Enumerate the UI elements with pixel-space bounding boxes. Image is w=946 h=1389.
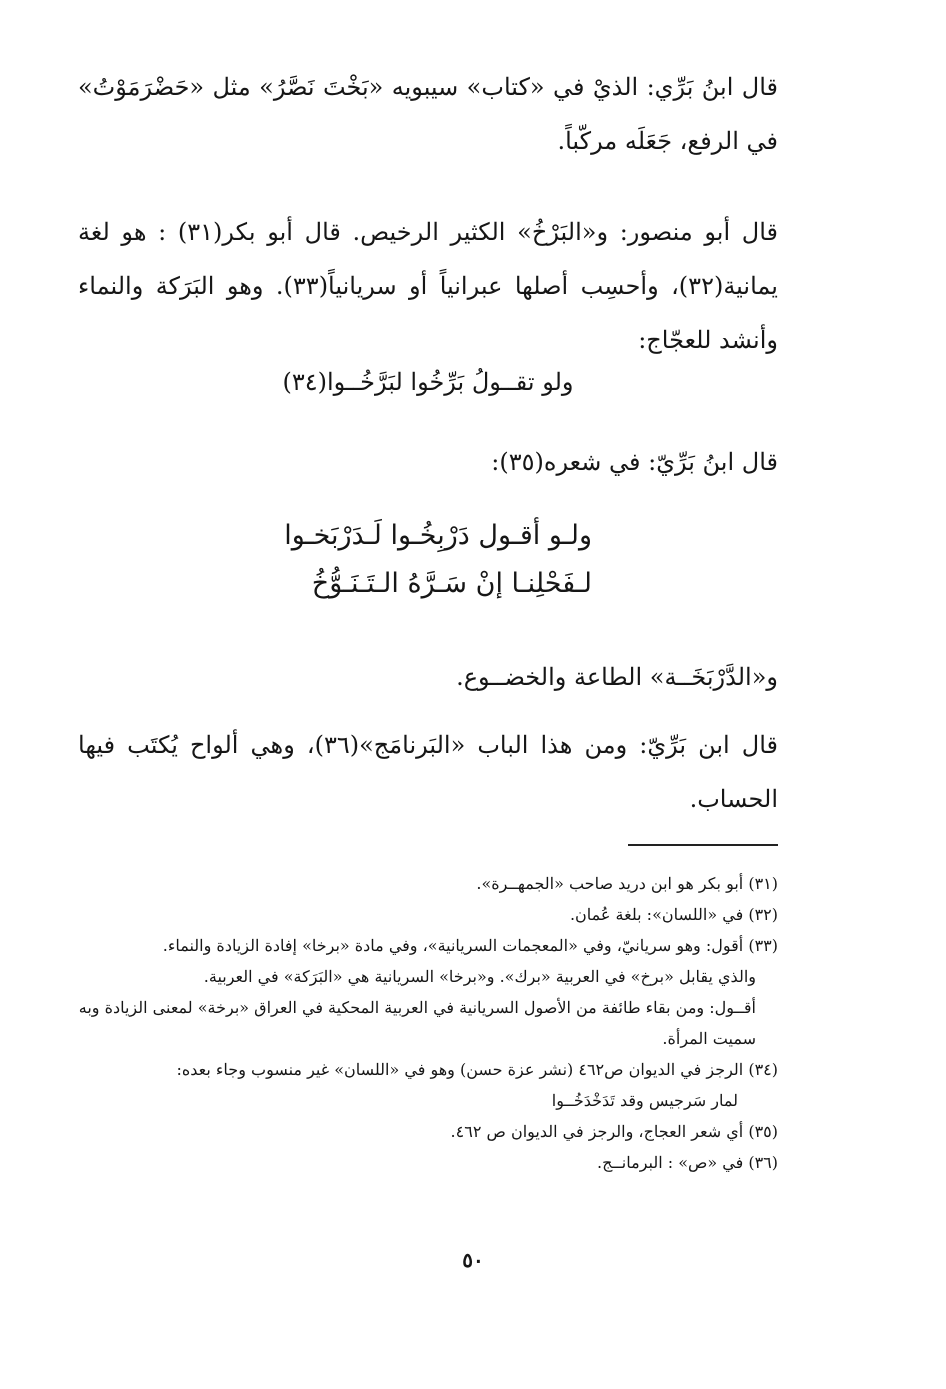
footnote-34-verse: لمار سَرجيس وقد تَدَخْدَخُــوا — [551, 1091, 738, 1110]
paragraph-4: و«الدَّرْبَخَــة» الطاعة والخضــوع. — [456, 663, 778, 691]
paragraph-1: قال ابنُ بَرِّي: الذيْ في «كتاب» سيبويه «بَخْتَ نَصَّرُ» مثل «حَضْرَمَوْتُ» في الرفع، جَعَلَه مركّباً. — [78, 73, 778, 155]
paragraph-3: قال ابنُ بَرِّيّ: في شعره(٣٥): — [491, 448, 778, 476]
page-number: ٥٠ — [462, 1248, 484, 1272]
poem-verse-1: ولـو أقـول دَرْبِخُـوا لَـدَرْبَخـوا — [284, 520, 592, 551]
paragraph-2: قال أبو منصور: و«البَرْخُ» الكثير الرخيص. قال أبو بكر(٣١) : هو لغة يمانية(٣٢)، وأحسِب أصلها عبرانياً أو سريانياً(٣٣). وهو البَرَكة والنماء وأنشد للعجّاج: — [78, 218, 778, 354]
footnote-33-comment: أقــول: ومن بقاء طائفة من الأصول السريانية في العربية المحكية في العراق «برخة» لمعنى الزيادة وبه سميت المرأة. — [78, 998, 756, 1048]
footnote-34: (٣٤) الرجز في الديوان ص٤٦٢ (نشر عزة حسن) وهو في «اللسان» غير منسوب وجاء بعده: — [176, 1060, 778, 1079]
poem-verse-2: لـفَحْلِنـا إنْ سَـرَّهُ الـتَـنَـوُّخُ — [311, 568, 592, 599]
footnote-36: (٣٦) في «ص» : البرمانــج. — [597, 1153, 778, 1172]
paragraph-5: قال ابن بَرِّيّ: ومن هذا الباب «البَرنامَج»(٣٦)، وهي ألواح يُكتَب فيها الحساب. — [78, 731, 778, 813]
footnote-32: (٣٢) في «اللسان»: بلغة عُمان. — [569, 905, 778, 924]
footnote-33-continued: والذي يقابل «برخ» في العربية «برك». و«برخا» السريانية هي «البَرَكة» في العربية. — [203, 967, 756, 986]
footnote-33: (٣٣) أقول: وهو سريانيّ، وفي «المعجمات السريانية»، وفي مادة «برخا» إفادة الزيادة والنماء. — [162, 936, 778, 955]
footnote-separator — [628, 844, 778, 846]
quoted-verse: ولو تقــولُ بَرِّخُوا لبَرَّخُــوا(٣٤) — [282, 368, 574, 396]
footnote-35: (٣٥) أي شعر العجاج، والرجز في الديوان ص ٤٦٢. — [450, 1122, 778, 1141]
footnotes — [78, 868, 778, 1178]
footnote-31: (٣١) أبو بكر هو ابن دريد صاحب «الجمهــرة». — [476, 874, 778, 893]
